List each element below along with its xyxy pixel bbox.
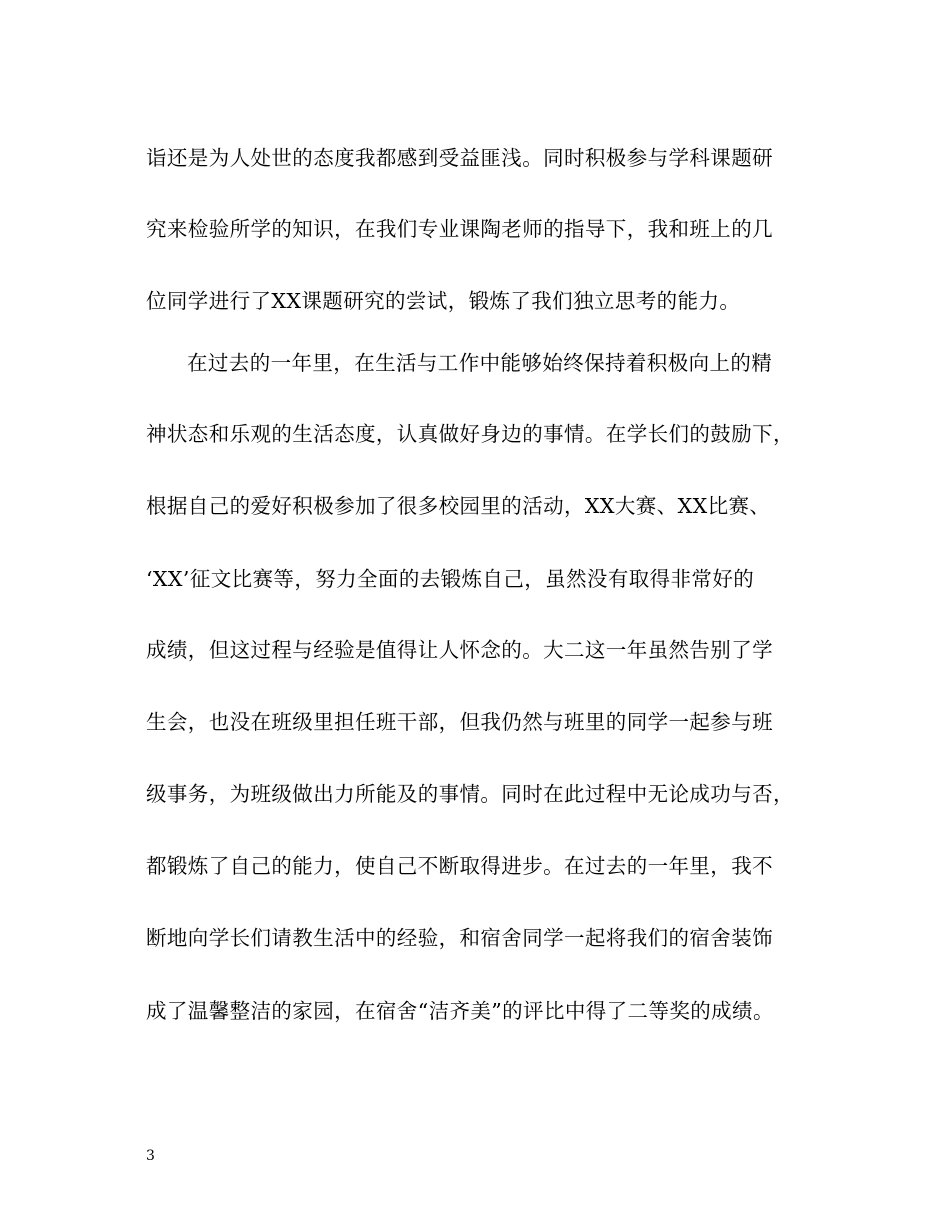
text-line: 神状态和乐观的生活态度，认真做好身边的事情。在学长们的鼓励下，: [146, 422, 794, 446]
text-line: 位同学进行了XX课题研究的尝试，锻炼了我们独立思考的能力。: [146, 289, 741, 313]
page-number: 3: [146, 1148, 155, 1164]
text-line: 成绩，但这过程与经验是值得让人怀念的。大二这一年虽然告别了学: [146, 638, 773, 662]
text-line: 断地向学长们请教生活中的经验，和宿舍同学一起将我们的宿舍装饰: [146, 926, 773, 950]
text-line: 究来检验所学的知识，在我们专业课陶老师的指导下，我和班上的几: [146, 217, 773, 241]
text-line: 成了温馨整洁的家园，在宿舍“洁齐美”的评比中得了二等奖的成绩。: [146, 999, 774, 1023]
text-line: 根据自己的爱好积极参加了很多校园里的活动，XX大赛、XX比赛、: [146, 494, 771, 518]
paragraph-first-line: 在过去的一年里，在生活与工作中能够始终保持着积极向上的精: [187, 351, 773, 375]
text-line: 诣还是为人处世的态度我都感到受益匪浅。同时积极参与学科课题研: [146, 146, 773, 170]
text-line: 都锻炼了自己的能力，使自己不断取得进步。在过去的一年里，我不: [146, 854, 773, 878]
text-line: 生会，也没在班级里担任班干部，但我仍然与班里的同学一起参与班: [146, 710, 773, 734]
text-line: 级事务，为班级做出力所能及的事情。同时在此过程中无论成功与否，: [146, 782, 794, 806]
text-line: ‘XX’征文比赛等，努力全面的去锻炼自己，虽然没有取得非常好的: [146, 567, 755, 591]
